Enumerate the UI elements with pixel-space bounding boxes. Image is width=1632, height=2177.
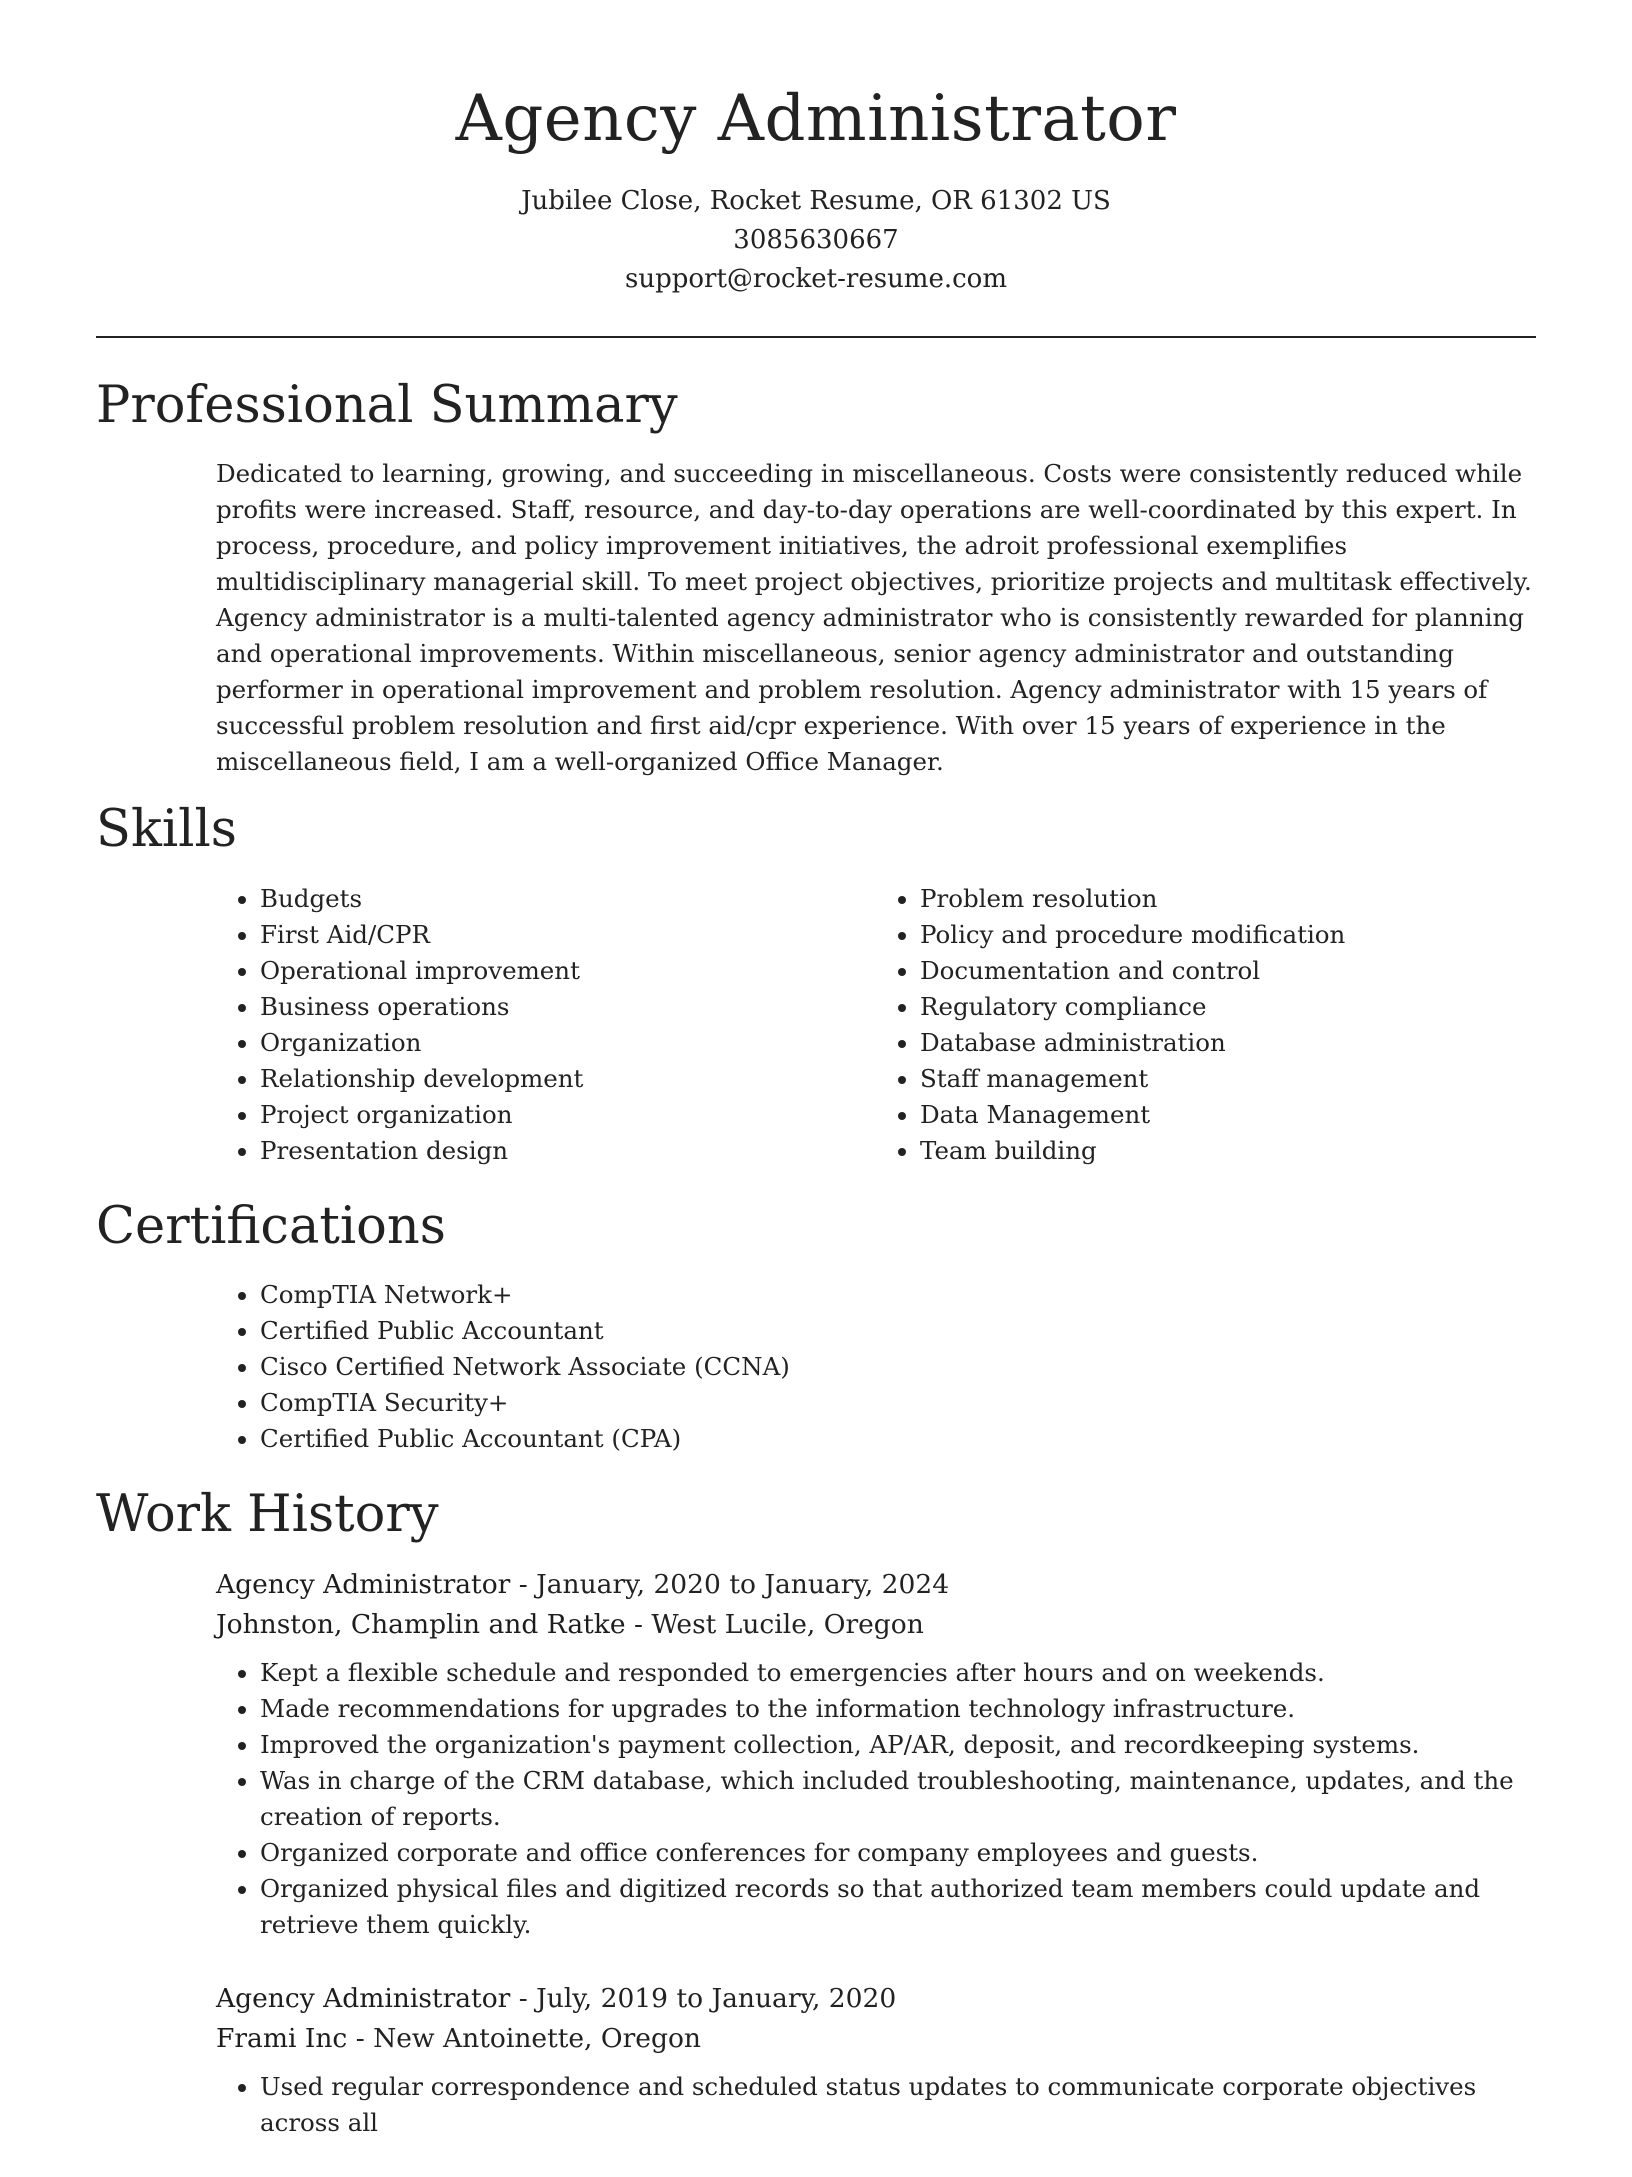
- job-duty: • Organized physical files and digitized records so that authorized team members could update and retrieve them quickly.: [260, 1871, 1536, 1943]
- summary-text: Dedicated to learning, growing, and succeeding in miscellaneous. Costs were consistently reduced while profits were increased. Staff, resource, and day-to-day operations are well-coordinated by this expert. In process, procedure, and policy improvement initiatives, the adroit professional exemplifies multidisciplinary managerial skill. To meet project objectives, prioritize projects and multitask effectively. Agency administrator is a multi-talented agency administrator who is consistently rewarded for planning and operational improvements. Within miscellaneous, senior agency administrator and outstanding performer in operational improvement and problem resolution. Agency administrator with 15 years of successful problem resolution and first aid/cpr experience. With over 15 years of experience in the miscellaneous field, I am a well-organized Office Manager.: [216, 459, 1532, 777]
- job-company: Frami Inc: [216, 2022, 348, 2054]
- skill-item: • Staff management: [920, 1061, 1536, 1097]
- job-title: Agency Administrator: [216, 1568, 511, 1600]
- job-title: Agency Administrator: [216, 1982, 511, 2014]
- job-location: - West Lucile, Oregon: [625, 1608, 924, 1640]
- skill-item: • Organization: [260, 1025, 876, 1061]
- certifications-section: [96, 1196, 1536, 1457]
- skill-item: • Data Management: [920, 1097, 1536, 1133]
- email: support@rocket-resume.com: [624, 264, 1007, 295]
- skill-item: • Database administration: [920, 1025, 1536, 1061]
- skill-item: • Project organization: [260, 1097, 876, 1133]
- summary-title: Professional Summary: [96, 376, 678, 436]
- job-dates: - July, 2019 to January, 2020: [510, 1982, 897, 2014]
- summary-section: [96, 378, 1536, 780]
- certifications-title: Certifications: [96, 1196, 446, 1256]
- skill-item: • Team building: [920, 1133, 1536, 1169]
- skill-item: • Operational improvement: [260, 953, 876, 989]
- skill-item: • Policy and procedure modification: [920, 917, 1536, 953]
- job-company: Johnston, Champlin and Ratke: [216, 1608, 626, 1640]
- certification-item: • Cisco Certified Network Associate (CCNA): [260, 1349, 1536, 1385]
- skills-title: Skills: [96, 800, 237, 860]
- skill-item: • Problem resolution: [920, 881, 1536, 917]
- skill-item: • Budgets: [260, 881, 876, 917]
- job-duty: • Made recommendations for upgrades to the information technology infrastructure.: [260, 1691, 1536, 1727]
- certification-item: • Certified Public Accountant (CPA): [260, 1421, 1536, 1457]
- job-duty: • Used regular correspondence and scheduled status updates to communicate corporate objectives across all: [260, 2069, 1536, 2141]
- skill-item: • Documentation and control: [920, 953, 1536, 989]
- address: Jubilee Close, Rocket Resume, OR 61302 US: [521, 186, 1111, 217]
- skill-item: • First Aid/CPR: [260, 917, 876, 953]
- job-duties-list: [216, 2069, 1536, 2141]
- skill-item: • Relationship development: [260, 1061, 876, 1097]
- job-title-line: [216, 1979, 1536, 2019]
- job-duty: • Kept a flexible schedule and responded to emergencies after hours and on weekends.: [260, 1655, 1536, 1691]
- skill-item: • Presentation design: [260, 1133, 876, 1169]
- job-duty: • Organized corporate and office conferences for company employees and guests.: [260, 1835, 1536, 1871]
- job-company-line: [216, 1605, 1536, 1645]
- work-history-title: Work History: [96, 1484, 439, 1544]
- job-entry: [216, 1565, 1536, 1943]
- certification-item: • CompTIA Security+: [260, 1385, 1536, 1421]
- job-duty: • Improved the organization's payment collection, AP/AR, deposit, and recordkeeping systems.: [260, 1727, 1536, 1763]
- phone: 3085630667: [733, 225, 899, 256]
- job-dates: - January, 2020 to January, 2024: [510, 1568, 950, 1600]
- certifications-list: [216, 1277, 1536, 1457]
- job-title-line: [216, 1565, 1536, 1605]
- skill-item: • Business operations: [260, 989, 876, 1025]
- job-duties-list: [216, 1655, 1536, 1943]
- skills-list-left: [216, 881, 876, 1169]
- job-location: - New Antoinette, Oregon: [347, 2022, 701, 2054]
- skills-list-right: [876, 881, 1536, 1169]
- resume-header: [96, 0, 1536, 299]
- resume-page: [96, 0, 1536, 2177]
- job-entry: [216, 1979, 1536, 2141]
- skills-section: [96, 802, 1536, 1168]
- candidate-name: Agency Administrator: [455, 82, 1177, 156]
- skill-item: • Regulatory compliance: [920, 989, 1536, 1025]
- header-divider: [96, 336, 1536, 338]
- job-duty: • Was in charge of the CRM database, which included troubleshooting, maintenance, updates, and the creation of reports.: [260, 1763, 1536, 1835]
- job-company-line: [216, 2019, 1536, 2059]
- work-history-section: [96, 1484, 1536, 2141]
- certification-item: • Certified Public Accountant: [260, 1313, 1536, 1349]
- certification-item: • CompTIA Network+: [260, 1277, 1536, 1313]
